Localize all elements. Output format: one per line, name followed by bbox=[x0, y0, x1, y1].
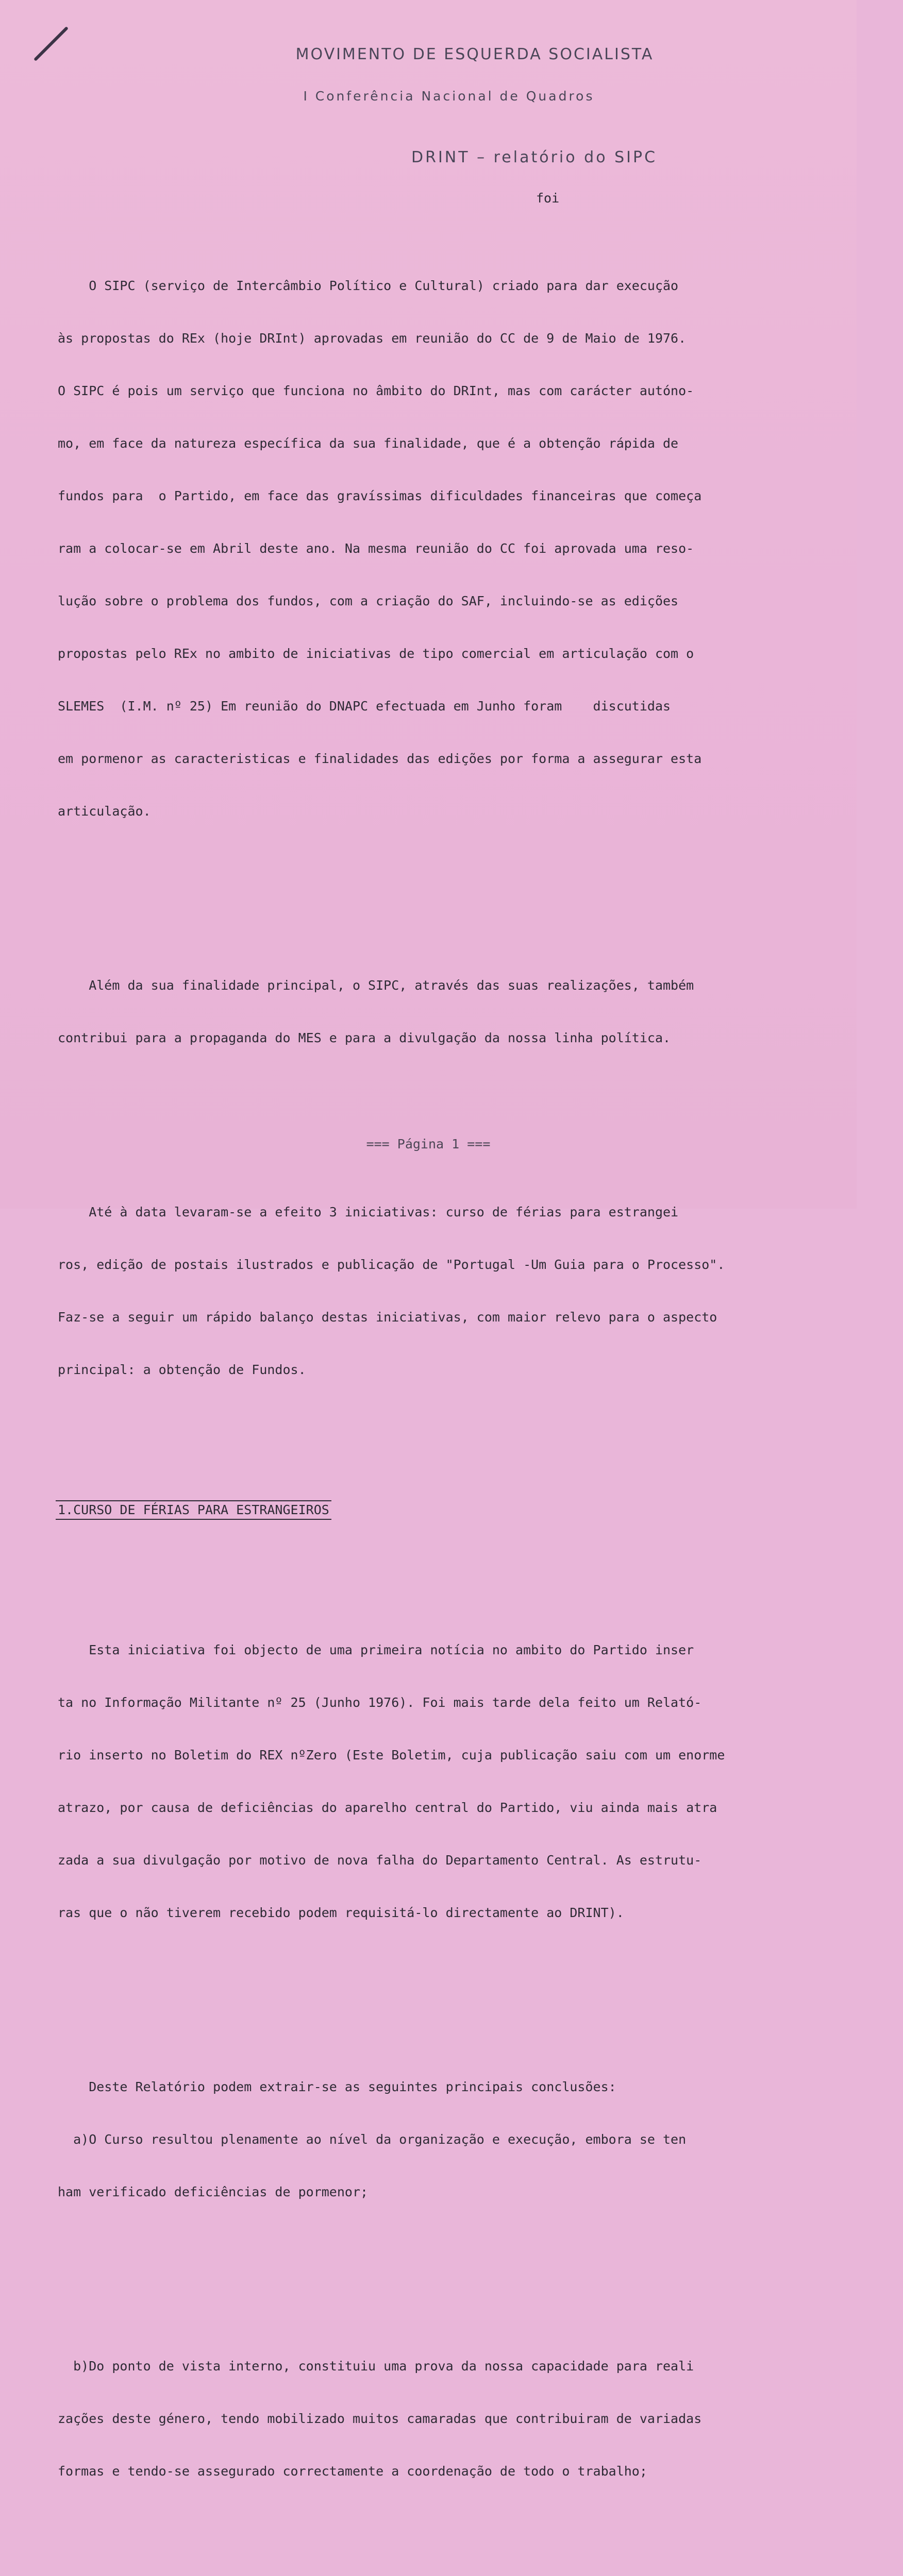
paragraph-conclusions bbox=[58, 2043, 805, 2236]
text-line: SLEMES (I.M. nº 25) Em reunião do DNAPC efectuada em Junho foram discutidas bbox=[58, 699, 671, 714]
text-line: a)O Curso resultou plenamente ao nível da organização e execução, embora se ten bbox=[58, 2132, 687, 2147]
text-line: ras que o não tiverem recebido podem requisitá-lo directamente ao DRINT). bbox=[58, 1905, 624, 1920]
text-line: ram a colocar-se em Abril deste ano. Na mesma reunião do CC foi aprovada uma reso- bbox=[58, 541, 694, 556]
text-line: lução sobre o problema dos fundos, com a criação do SAF, incluindo-se as edições bbox=[58, 594, 679, 608]
text-line: articulação. bbox=[58, 804, 151, 819]
text-line: ham verificado deficiências de pormenor; bbox=[58, 2184, 369, 2199]
page-number: === Página 1 === bbox=[366, 1137, 491, 1151]
text-line: b)Do ponto de vista interno, constituiu uma prova da nossa capacidade para reali bbox=[58, 2359, 694, 2374]
text-line: propostas pelo REx no ambito de iniciativas de tipo comercial em articulação com o bbox=[58, 646, 694, 661]
report-title: DRINT – relatório do SIPC bbox=[411, 148, 658, 166]
organization-heading: MOVIMENTO DE ESQUERDA SOCIALISTA bbox=[295, 45, 654, 63]
text-line: Deste Relatório podem extrair-se as seguintes principais conclusões: bbox=[58, 2079, 616, 2094]
handwritten-insertion: foi bbox=[536, 191, 560, 206]
paragraph-purpose bbox=[58, 942, 805, 1082]
text-line: mo, em face da natureza específica da sua finalidade, que é a obtenção rápida de bbox=[58, 436, 679, 451]
text-line: Além da sua finalidade principal, o SIPC, através das suas realizações, também bbox=[58, 978, 694, 993]
paragraph-course bbox=[58, 1606, 805, 1957]
paragraph-initiatives bbox=[58, 1168, 805, 1414]
text-line: formas e tendo-se assegurado correctamente a coordenação de todo o trabalho; bbox=[58, 2464, 647, 2479]
text-line: Faz-se a seguir um rápido balanço destas iniciativas, com maior relevo para o aspecto bbox=[58, 1310, 717, 1325]
text-line: contribui para a propaganda do MES e para a divulgação da nossa linha política. bbox=[58, 1030, 671, 1045]
text-line: fundos para o Partido, em face das gravíssimas dificuldades financeiras que começa bbox=[58, 488, 702, 503]
text-line: zações deste género, tendo mobilizado muitos camaradas que contribuiram de variadas bbox=[58, 2411, 702, 2426]
text-line: O SIPC (serviço de Intercâmbio Político e Cultural) criado para dar execução bbox=[58, 278, 679, 293]
section-title: 1.CURSO DE FÉRIAS PARA ESTRANGEIROS bbox=[56, 1500, 331, 1520]
text-line: zada a sua divulgação por motivo de nova falha do Departamento Central. As estrutu- bbox=[58, 1853, 702, 1868]
text-line: às propostas do REx (hoje DRInt) aprovadas em reunião do CC de 9 de Maio de 1976. bbox=[58, 331, 687, 346]
text-line: ros, edição de postais ilustrados e publicação de "Portugal -Um Guia para o Processo". bbox=[58, 1257, 725, 1272]
text-line: principal: a obtenção de Fundos. bbox=[58, 1362, 306, 1377]
conference-heading: I Conferência Nacional de Quadros bbox=[303, 89, 595, 104]
text-line: atrazo, por causa de deficiências do aparelho central do Partido, viu ainda mais atra bbox=[58, 1800, 717, 1815]
document-body bbox=[58, 207, 805, 2576]
paragraph-intro bbox=[58, 242, 805, 855]
text-line: Até à data levaram-se a efeito 3 iniciativas: curso de férias para estrangei bbox=[58, 1205, 679, 1219]
text-line: ta no Informação Militante nº 25 (Junho 1976). Foi mais tarde dela feito um Relató- bbox=[58, 1695, 702, 1710]
text-line: Esta iniciativa foi objecto de uma primeira notícia no ambito do Partido inser bbox=[58, 1642, 694, 1657]
text-line: em pormenor as caracteristicas e finalidades das edições por forma a assegurar esta bbox=[58, 751, 702, 766]
text-line: rio inserto no Boletim do REX nºZero (Este Boletim, cuja publicação saiu com um enorme bbox=[58, 1748, 725, 1762]
text-line: O SIPC é pois um serviço que funciona no âmbito do DRInt, mas com carácter autóno- bbox=[58, 383, 694, 398]
conclusion-b bbox=[58, 2323, 805, 2515]
